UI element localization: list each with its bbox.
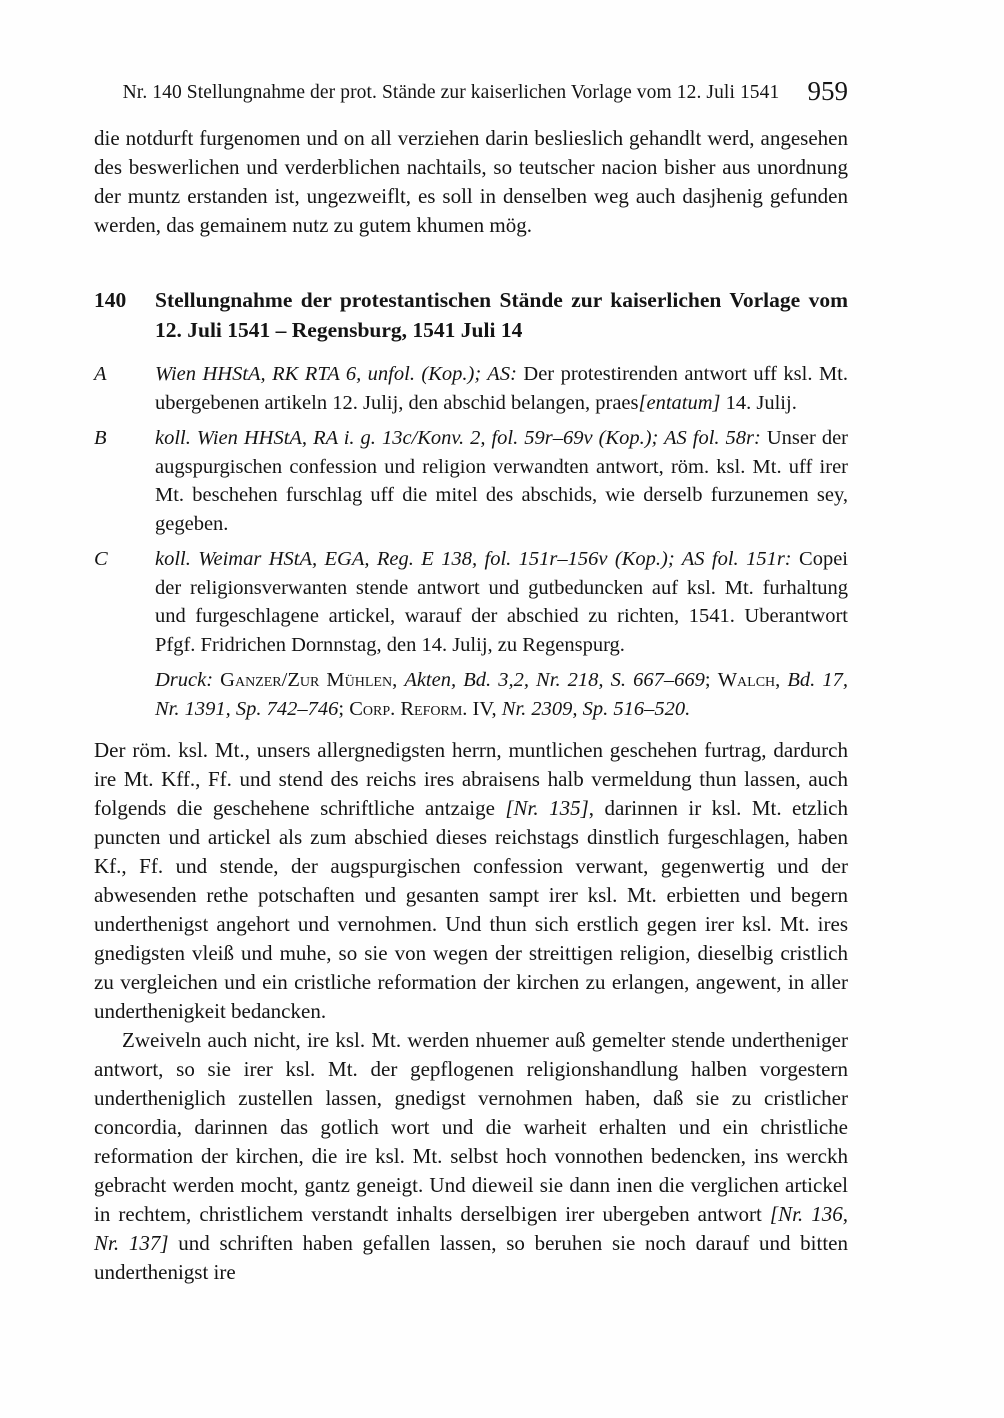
source-item-b [94,424,848,538]
text-run: Corp. Reform. [349,697,468,720]
text-run: IV, [467,697,502,720]
intro-paragraph: die notdurft furgenomen und on all verziehen darin beslieslich gehandlt werd, angesehen des beswerlichen und verderblichen nachtails, so teutscher nacion bisher aus unordnung der muntz erstanden ist, ungezweiflt, es soll in denselben weg auch dasjhenig gefunden werden, das gemainem nutz zu gutem khumen mög. [94,126,848,237]
text-run: und schriften haben gefallen lassen, so beruhen sie noch darauf und bitten underthenigst ire [94,1231,848,1284]
text-run: Unser der augspurgischen confession und religion verwandten antwort, röm. ksl. Mt. uff irer Mt. beschehen furschlag uff die mitel des abschids, wie derselb furzunemen sey, gegeben. [155,427,848,535]
entry-number: 140 [94,288,127,312]
body-paragraph-1 [94,736,848,1026]
running-header-title: Nr. 140 Stellungnahme der prot. Stände zur kaiserlichen Vorlage vom 12. Juli 1541 [122,82,780,103]
text-run: Druck: [155,669,221,691]
source-text-b [155,424,848,538]
text-run: 14. Julij. [720,391,797,414]
text-run: Walch [717,669,776,691]
text-run: Wien HHStA, RK RTA 6, unfol. (Kop.); AS: [155,363,524,385]
source-item-c [94,545,848,659]
text-column [94,78,848,1287]
source-label-b: B [94,427,107,449]
page-number: 959 [807,76,848,106]
body-paragraph-2 [94,1026,848,1287]
text-run: [Nr. 135] [505,796,589,820]
entry-heading [94,286,848,345]
running-header [94,78,848,114]
text-run: [entatum] [638,391,721,414]
source-label-a: A [94,363,107,385]
text-run: , [775,669,788,691]
print-references [155,666,848,723]
text-run: Copei der religionsverwanten stende antwort und gutbeduncken auf ksl. Mt. furhaltung und furgeschlagene artickel, warauf der abschied zu richten, 1541. Uberantwort Pfgf. Fridrichen Dornnstag, den 14. Julij, zu Regenspurg. [155,548,848,656]
text-run: Der röm. ksl. Mt., unsers allergnedigsten herrn, muntlichen geschehen furtrag, dardurch ire Mt. Kff., Ff. und stend des reichs ires abraisens halb vermeldung thun lassen, auch folgends die geschehene schriftliche antzaige [94,738,848,820]
text-run: ; [704,669,718,691]
source-text-a [155,360,848,417]
source-apparatus [94,360,848,723]
text-run: Der protestirenden antwort uff ksl. Mt. ubergebenen artikeln 12. Julij, den abschid belangen, praes [155,363,849,414]
source-label-c: C [94,548,108,570]
text-run: Akten, Bd. 3,2, Nr. 218, S. 667–669 [404,669,705,691]
source-text-c [155,545,848,659]
text-run: Ganzer/Zur Mühlen [220,669,393,691]
text-run: [Nr. 136, Nr. 137] [94,1202,848,1255]
text-run: Nr. 2309, Sp. 516–520. [501,697,691,720]
text-run: , [392,669,405,691]
text-run: koll. Weimar HStA, EGA, Reg. E 138, fol. 151r–156v (Kop.); AS fol. 151r: [155,548,800,570]
text-run: Bd. 17, Nr. 1391, Sp. 742–746 [155,669,849,720]
entry-title: Stellungnahme der protestantischen Stände zur kaiserlichen Vorlage vom 12. Juli 1541 – Regensburg, 1541 Juli 14 [155,288,848,342]
text-run: , darinnen ir ksl. Mt. etzlich puncten und artickel als zum abschied dieses reichstags dinstlich furgeschlagen, haben Kf., Ff. und stende, der augspurgischen confession verwant, gegenwertig und der abwesenden rethe potschaften und gesanten sampt irer ksl. Mt. erbietten und begern underthenigst angehort und vernohmen. Und thun sich erstlich gegen irer ksl. Mt. ires gnedigsten vleiß und muhe, so sie von wegen der streittigen religion, dieselbig cristlich zu vergleichen und ein cristliche reformation der kirchen zu erlangen, angewent, in aller underthenigkeit bedancken. [94,796,848,1023]
text-run: ; [338,697,350,720]
source-item-a [94,360,848,417]
text-run: Zweiveln auch nicht, ire ksl. Mt. werden nhuemer auß gemelter stende undertheniger antwort, so sie irer ksl. Mt. der gepflogenen religionshandlung halben vorgestern undertheniglich zustellen lassen, gnedigst vernohmen haben, daß sie zu cristlicher concordia, darinnen das gotlich wort und die warheit erhalten und ein christliche reformation der kirchen, die ire ksl. Mt. selbst hoch vonnothen bedencken, ins werckh gebracht werden mocht, gantz geneigt. Und dieweil sie dann inen die verglichen artickel in rechtem, christlichem verstandt inhalts derselbigen irer ubergeben antwort [94,1028,848,1226]
text-run: koll. Wien HHStA, RA i. g. 13c/Konv. 2, fol. 59r–69v (Kop.); AS fol. 58r: [155,427,767,449]
